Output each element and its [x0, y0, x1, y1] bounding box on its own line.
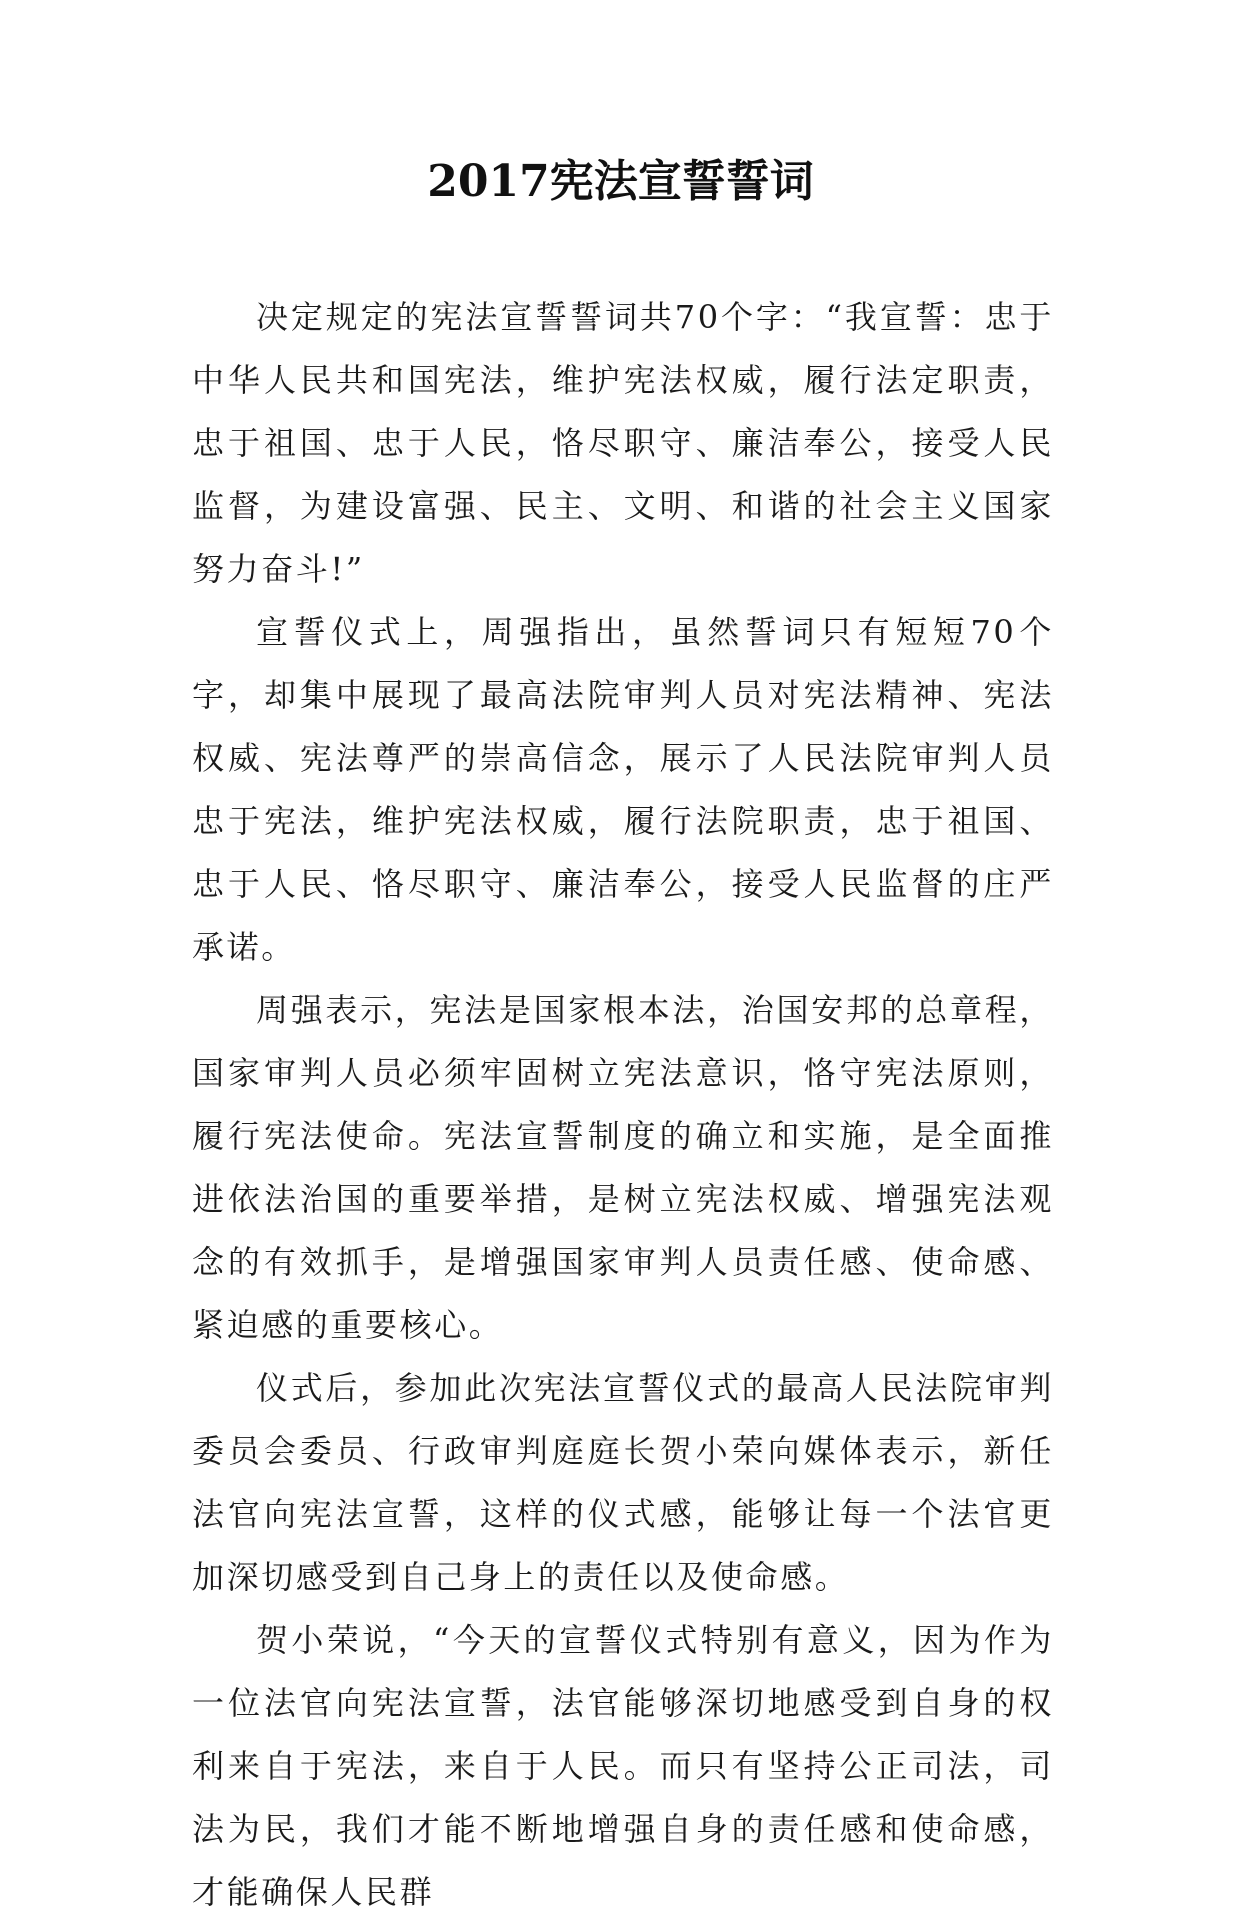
paragraph: 宣誓仪式上，周强指出，虽然誓词只有短短70个字，却集中展现了最高法院审判人员对宪法精神、宪法权威、宪法尊严的崇高信念，展示了人民法院审判人员忠于宪法，维护宪法权威，履行法院职责，忠于祖国、忠于人民、恪尽职守、廉洁奉公，接受人民监督的庄严承诺。 — [192, 613, 1054, 966]
paragraph: 贺小荣说，“今天的宣誓仪式特别有意义，因为作为一位法官向宪法宣誓，法官能够深切地感受到自身的权利来自于宪法，来自于人民。而只有坚持公正司法，司法为民，我们才能不断地增强自身的责任感和使命感，才能确保人民群 — [192, 1621, 1054, 1911]
paragraph: 仪式后，参加此次宪法宣誓仪式的最高人民法院审判委员会委员、行政审判庭庭长贺小荣向媒体表示，新任法官向宪法宣誓，这样的仪式感，能够让每一个法官更加深切感受到自己身上的责任以及使命感。 — [192, 1369, 1054, 1596]
paragraph: 周强表示，宪法是国家根本法，治国安邦的总章程，国家审判人员必须牢固树立宪法意识，恪守宪法原则，履行宪法使命。宪法宣誓制度的确立和实施，是全面推进依法治国的重要举措，是树立宪法权威、增强宪法观念的有效抓手，是增强国家审判人员责任感、使命感、紧迫感的重要核心。 — [192, 991, 1054, 1344]
document-title: 2017宪法宣誓誓词 — [427, 156, 814, 207]
document-body — [192, 286, 1054, 1924]
paragraph: 决定规定的宪法宣誓誓词共70个字：“我宣誓：忠于中华人民共和国宪法，维护宪法权威，履行法定职责，忠于祖国、忠于人民，恪尽职守、廉洁奉公，接受人民监督，为建设富强、民主、文明、和谐的社会主义国家努力奋斗!” — [192, 298, 1054, 588]
